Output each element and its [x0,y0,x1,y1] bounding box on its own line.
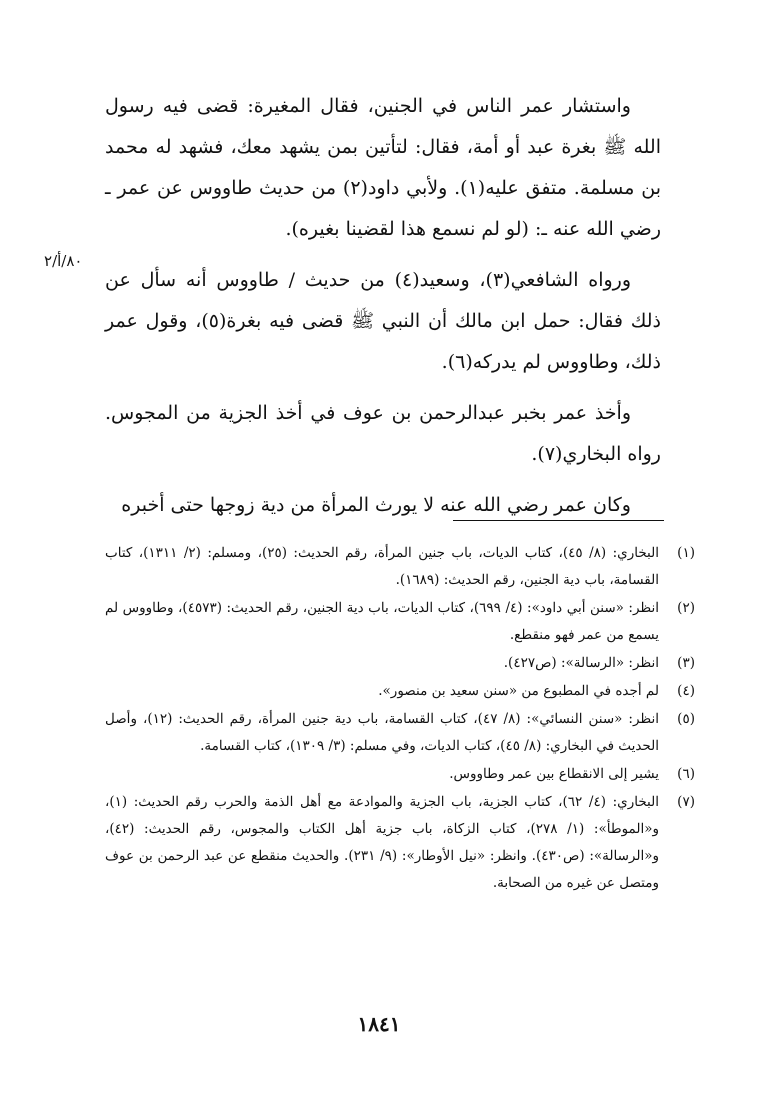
footnote-1 [105,540,695,594]
footnote-4 [105,678,695,705]
manuscript-margin-reference: ٨٠/أ/٢ [44,252,83,270]
paragraph-3: وأخذ عمر بخبر عبدالرحمن بن عوف في أخذ الجزية من المجوس. رواه البخاري(٧). [105,402,661,465]
footnote-number: (٧) [677,794,695,810]
footnote-text: البخاري: (٤/ ٦٢)، كتاب الجزية، باب الجزية والموادعة مع أهل الذمة والحرب رقم الحديث: (١)، و«الموطأ»: (١/ ٢٧٨)، كتاب الزكاة، باب جزية أهل الكتاب والمجوس، رقم الحديث: (٤٢)، و«الرسالة»: (ص٤٣٠). وانظر: «نيل الأوطار»: (٩/ ٢٣١). والحديث منقطع عن عبد الرحمن بن عوف ومتصل عن غيره من الصحابة. [105,794,659,891]
footnote-number: (١) [677,545,695,561]
footnote-text: البخاري: (٨/ ٤٥)، كتاب الديات، باب جنين المرأة، رقم الحديث: (٢٥)، ومسلم: (٢/ ١٣١١)، كتاب القسامة، باب دية الجنين، رقم الحديث: (١٦٨٩). [105,545,659,588]
footnote-number: (٥) [677,711,695,727]
footnote-3 [105,650,695,677]
footnote-7 [105,789,695,897]
footnote-text: يشير إلى الانقطاع بين عمر وطاووس. [449,766,659,782]
paragraph-1: واستشار عمر الناس في الجنين، فقال المغيرة: قضى فيه رسول الله ﷺ بغرة عبد أو أمة، فقال: لتأتين بمن يشهد معك، فشهد له محمد بن مسلمة. متفق عليه(١). ولأبي داود(٢) من حديث طاووس عن عمر ـ رضي الله عنه ـ: (لو لم نسمع هذا لقضينا بغيره). [105,95,661,240]
paragraph-2: ورواه الشافعي(٣)، وسعيد(٤) من حديث / طاووس أنه سأل عن ذلك فقال: حمل ابن مالك أن النبي ﷺ قضى فيه بغرة(٥)، وقول عمر ذلك، وطاووس لم يدركه(٦). [105,269,661,373]
main-text [105,86,661,526]
footnote-number: (٣) [677,655,695,671]
footnote-5 [105,706,695,760]
footnote-6 [105,761,695,788]
page-number: ١٨٤١ [357,1012,401,1036]
footnote-separator [453,520,664,521]
footnotes [105,540,695,898]
paragraph-4: وكان عمر رضي الله عنه لا يورث المرأة من دية زوجها حتى أخبره [121,494,631,516]
footnote-number: (٢) [677,600,695,616]
footnote-text: انظر: «الرسالة»: (ص٤٢٧). [503,655,659,671]
footnote-text: انظر: «سنن أبي داود»: (٤/ ٦٩٩)، كتاب الديات، باب دية الجنين، رقم الحديث: (٤٥٧٣)، وطاووس لم يسمع من عمر فهو منقطع. [105,600,660,643]
footnote-text: لم أجده في المطبوع من «سنن سعيد بن منصور». [378,683,659,699]
footnote-2 [105,595,695,649]
footnote-number: (٦) [677,766,695,782]
footnote-number: (٤) [677,683,695,699]
footnote-text: انظر: «سنن النسائي»: (٨/ ٤٧)، كتاب القسامة، باب دية جنين المرأة، رقم الحديث: (١٢)، وأصل الحديث في البخاري: (٨/ ٤٥)، كتاب الديات، وفي مسلم: (٣/ ١٣٠٩)، كتاب القسامة. [105,711,659,754]
